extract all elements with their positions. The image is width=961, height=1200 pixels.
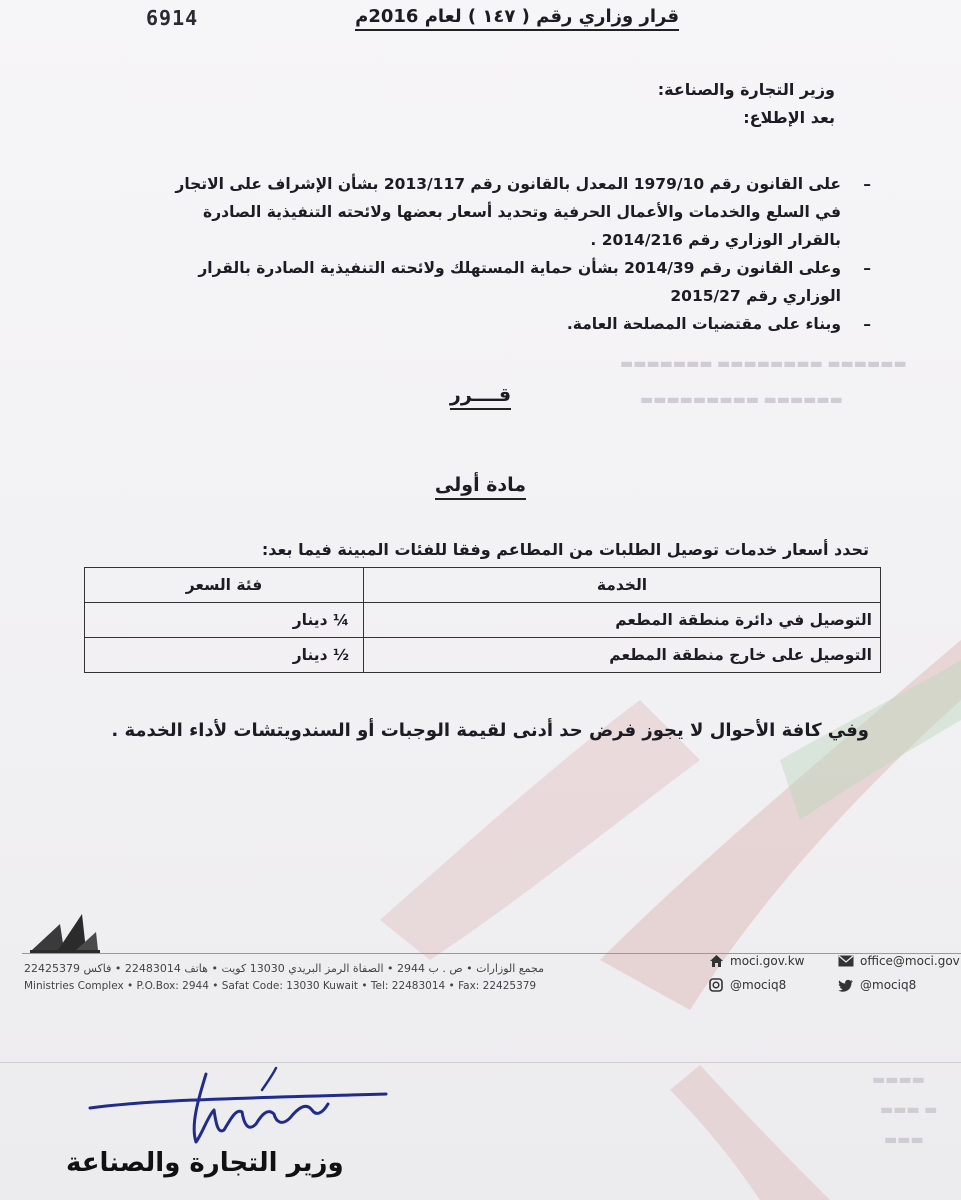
article-intro: تحدد أسعار خدمات توصيل الطلبات من المطاعم وفقا للفئات المبينة فيما بعد: — [261, 540, 869, 559]
instagram-contact — [708, 977, 786, 993]
minister-line: وزير التجارة والصناعة: — [657, 80, 835, 99]
clause-item — [151, 310, 871, 338]
service-cell: التوصيل في دائرة منطقة المطعم — [364, 603, 881, 638]
footer-address-arabic: مجمع الوزارات • ص . ب 2944 • الصفاة الرمز البريدي 13030 كويت • هاتف 22483014 • فاكس 22425379 — [24, 962, 545, 975]
signature-graphic — [86, 1064, 406, 1154]
email-text: office@moci.gov — [860, 954, 960, 968]
clause-dash: – — [863, 315, 871, 333]
website-text: moci.gov.kw — [730, 954, 805, 968]
home-icon — [708, 953, 724, 969]
bleed-through-text: ▬▬▬▬ — [872, 1072, 925, 1088]
column-header-price: فئة السعر — [85, 568, 364, 603]
clause-text: وبناء على مقتضيات المصلحة العامة. — [566, 315, 841, 333]
bleed-through-text: ▬▬▬▬▬▬▬ ▬▬▬▬▬▬▬▬ ▬▬▬▬▬▬ — [620, 356, 907, 372]
footer-divider — [22, 953, 961, 954]
clause-text: على القانون رقم 1979/10 المعدل بالقانون رقم 2013/117 بشأن الإشراف على الاتجار في السلع والخدمات والأعمال الحرفية وتحديد أسعار بعضها ولائحته التنفيذية الصادرة بالقرار الوزاري رقم 2014/216 . — [175, 175, 841, 249]
instagram-text: @mociq8 — [730, 978, 787, 992]
ministry-logo-icon — [30, 912, 100, 954]
envelope-icon — [838, 953, 854, 969]
twitter-icon — [838, 977, 854, 993]
table-row — [85, 638, 881, 673]
column-header-service: الخدمة — [364, 568, 881, 603]
email-contact — [838, 953, 960, 969]
clause-dash: – — [863, 175, 871, 193]
service-cell: التوصيل على خارج منطقة المطعم — [364, 638, 881, 673]
clause-dash: – — [863, 259, 871, 277]
article-heading — [0, 474, 961, 496]
twitter-text: @mociq8 — [860, 978, 917, 992]
paper-edge — [0, 1062, 961, 1063]
article-heading-text: مادة أولى — [435, 474, 526, 500]
clause-text: وعلى القانون رقم 2014/39 بشأن حماية المستهلك ولائحته التنفيذية الصادرة بالقرار الوزاري رقم 2015/27 — [198, 259, 841, 305]
twitter-contact — [838, 977, 916, 993]
after-review-line: بعد الإطلاع: — [743, 108, 835, 127]
table-header-row — [85, 568, 881, 603]
website-contact — [708, 953, 804, 969]
price-cell: ¼ دينار — [85, 603, 364, 638]
bleed-through-text: ▬▬▬▬▬▬▬▬▬ ▬▬▬▬▬▬ — [640, 392, 843, 408]
instagram-icon — [708, 977, 724, 993]
signature-title: وزير التجارة والصناعة — [66, 1148, 344, 1178]
clause-item — [151, 170, 871, 254]
decision-heading-text: قــــرر — [450, 384, 511, 410]
document-number: 6914 — [146, 6, 199, 30]
table-row — [85, 603, 881, 638]
bleed-through-text: ▬▬▬ ▬ — [880, 1102, 938, 1118]
price-cell: ½ دينار — [85, 638, 364, 673]
footer-address-english: Ministries Complex • P.O.Box: 2944 • Safat Code: 13030 Kuwait • Tel: 22483014 • Fax: 22425379 — [24, 980, 537, 992]
closing-paragraph: وفي كافة الأحوال لا يجوز فرض حد أدنى لقيمة الوجبات أو السندويتشات لأداء الخدمة . — [111, 720, 869, 741]
price-table — [84, 567, 881, 673]
clauses-list — [151, 170, 871, 338]
clause-item — [151, 254, 871, 310]
decision-heading — [0, 384, 961, 406]
decree-title: قرار وزاري رقم ( ١٤٧ ) لعام 2016م — [355, 6, 679, 31]
bleed-through-text: ▬▬▬ — [884, 1132, 924, 1148]
